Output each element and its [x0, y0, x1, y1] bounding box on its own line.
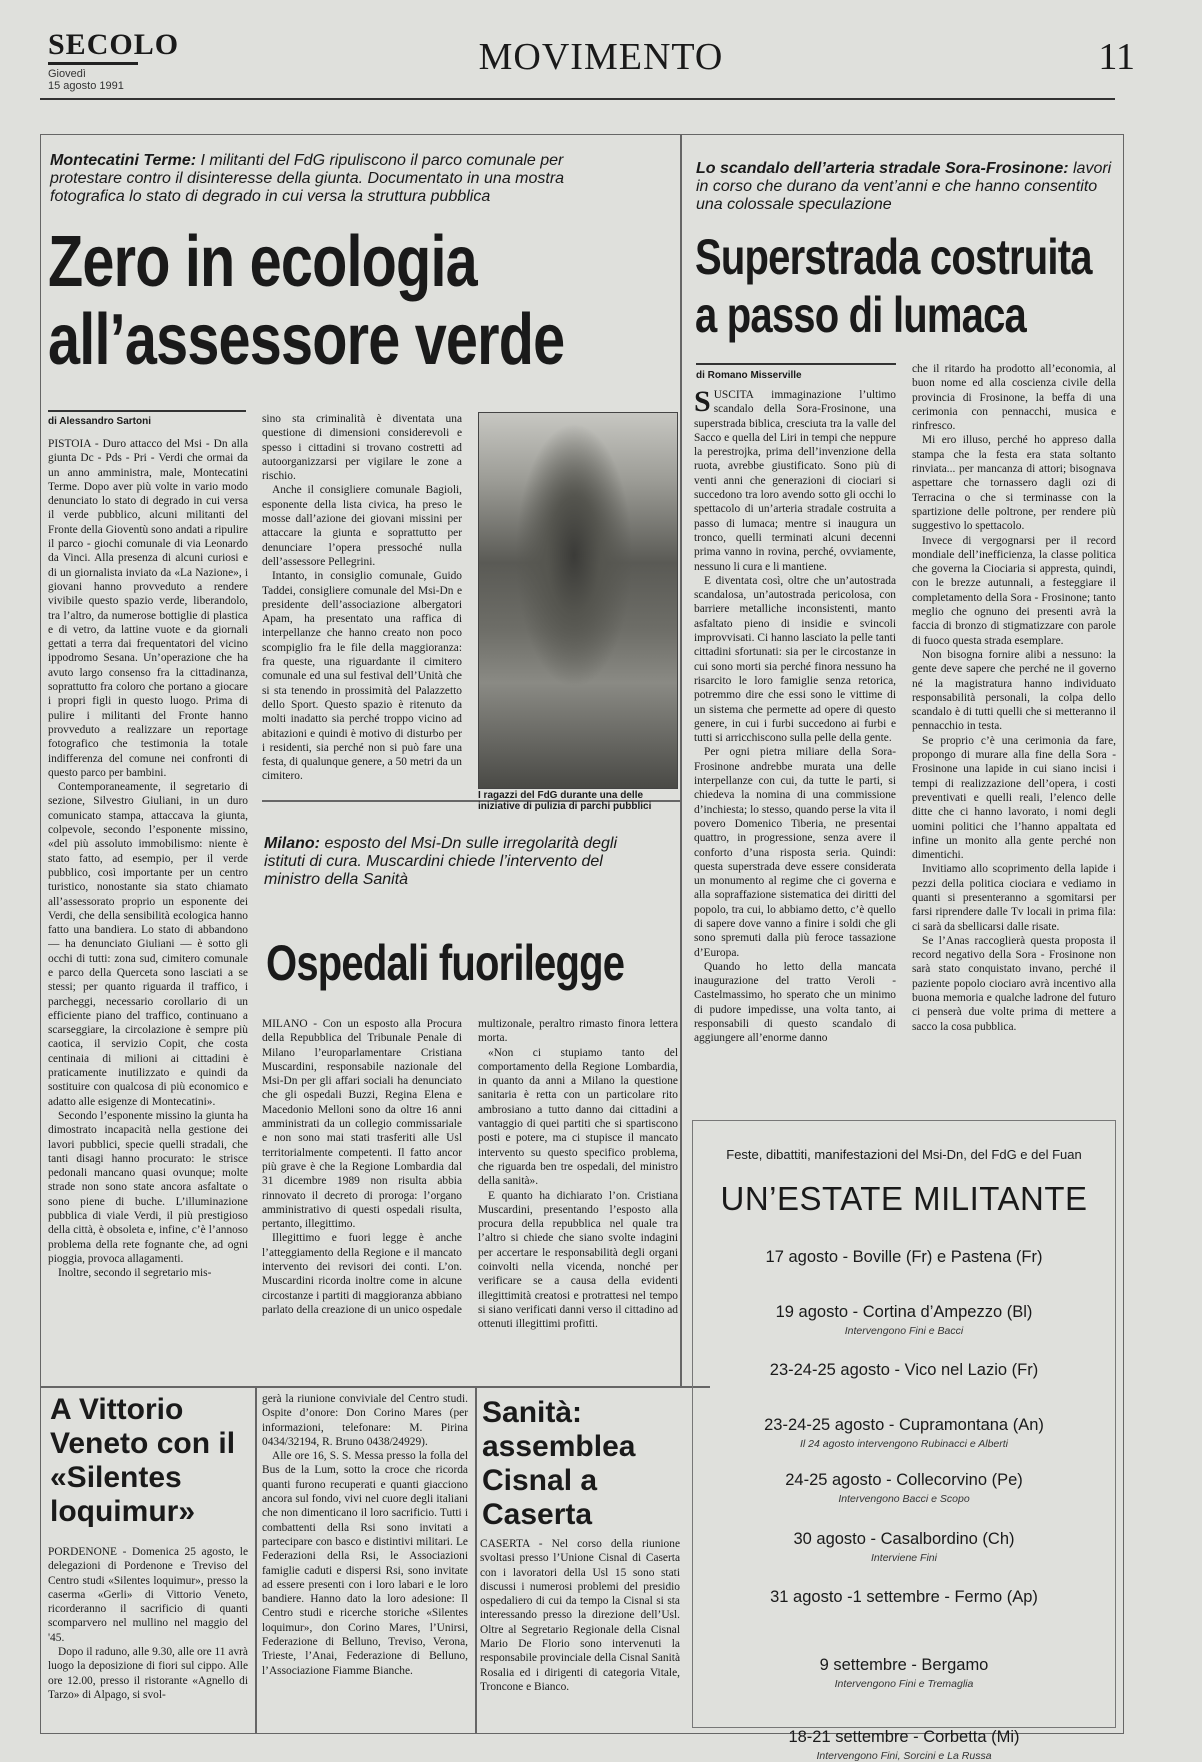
silentes-headline: A Vittorio Veneto con il «Silentes loquimur» — [50, 1393, 236, 1528]
column-divider — [680, 134, 682, 1386]
calendar-event-date: 9 settembre - Bergamo — [819, 1656, 989, 1674]
calendar-event-date: 30 agosto - Casalbordino (Ch) — [793, 1530, 1015, 1548]
silentes-column-2 — [262, 1392, 468, 1730]
paragraph: Inoltre, secondo il segretario mis- — [58, 1267, 212, 1280]
paragraph-text: USCITA immaginazione l’ultimo scandalo della Sora-Frosinone, una superstrada biblica, cresciuta tra la valle del Sacco e quella del Liri in tempi che neppure la perestrojka, prima dell’invenzione della ruota, avrebbe giustificato. Sono più di venti anni che generazioni di ciociari si succedono tra loro avendo sotto gli occhi lo spettacolo di un’arteria stradale costruita a passo di lumaca; mentre si inaugura un tronco, quelli terminati alcuni decenni prima vanno in rovina, perché, ovviamente, nessuno li cura e li mantiene. — [694, 389, 896, 573]
paragraph: che il ritardo ha prodotto all’economia, al buon nome ed alla coscienza civile della provincia di Frosinone, la beffa di una cerimonia con pennacchi, musica e rinfresco. — [912, 363, 1116, 433]
paragraph: «Non ci stupiamo tanto del comportamento della Regione Lombardia, in quanto da anni a Milano la questione sanitaria è retta con un particolare rito ambrosiano a tutto danno dai cittadini a vantaggio di quei partiti che si spartiscono posti e potere, ma ci stupisce il mancato intervento su questo specifico problema, che riguarda ben tre ospedali, del ministro della sanità». — [478, 1046, 678, 1188]
section-title: MOVIMENTO — [478, 36, 724, 78]
newspaper-logo: SECOLO — [48, 28, 180, 61]
superstrada-byline: di Romano Misserville — [696, 370, 802, 381]
cisnal-headline: Sanità: assemblea Cisnal a Caserta — [482, 1396, 636, 1531]
paragraph: Se proprio c’è una cerimonia da fare, propongo di murare alla fine della Sora - Frosinone una lapide in cui siano incisi i tempi di realizzazione dell’opera, i costi preventivati e quelli reali, l’elenco delle ditte che ci hanno lavorato, i nomi degli uomini politici che l’hanno appaltata ed infine un monito alla gente perché non dimentichi. — [912, 734, 1116, 862]
issue-date: 15 agosto 1991 — [48, 80, 124, 92]
calendar-header: Feste, dibattiti, manifestazioni del Msi-Dn, del FdG e del Fuan — [726, 1147, 1082, 1162]
paragraph: Illegittimo e fuori legge è anche l’atteggiamento della Regione e il mancato intervento dei revisori dei conti. L’on. Muscardini ricorda inoltre come in alcune circostanze i partiti di maggioranza abbiano parlato della creazione di un unico ospedale — [262, 1232, 462, 1316]
paragraph: Per ogni pietra miliare della Sora-Frosinone andrebbe murata una delle interpellanze con cui, da tutte le parti, si chiedeva la nomina di una commissione d’inchiesta; lo stesso, quando perse la vita il povero Domenico Tiberia, ne presentai quattro, in progressione, senza avere il conforto d’una risposta seria. Quindi: questa superstrada deve essere considerata un monumento al regime che ci governa e alla sopraffazione sistematica dei diritti del popolo, tra cui, lo abbiamo detto, c’è quello di sapere dove vanno a finire i soldi che gli sono spremuti dalla più feroce tassazione d’Europa. — [694, 746, 896, 959]
superstrada-kicker-place: Lo scandalo dell’arteria stradale Sora-Frosinone: — [696, 160, 1069, 177]
calendar-event-note: Intervengono Fini e Bacci — [844, 1325, 964, 1337]
paragraph: Alle ore 16, S. S. Messa presso la folla del Bus de la Lum, sotto la croce che ricorda quanti furono recuperati e quanti giacciono ancora sul fondo, vivi nel cuore degli italiani che non dimenticano il loro sacrificio. Tutti i combattenti della Rsi sono invitati a partecipare con basco e distintivi militari. Le Federazioni della Rsi, le Associazioni famiglie caduti e dispersi Rsi, sono invitate ad essere presenti con i loro labari e le loro bandiere. Hanno dato la loro adesione: Il Centro studi e ricerche storiche «Silentes loquimur», don Corino Mares, l’Unirsi, Federazione di Belluno, Treviso, Verona, Trieste, l’Anai, Federazione di Belluno, l’Associazione Fiamme Bianche. — [262, 1450, 468, 1677]
paragraph — [694, 388, 896, 574]
calendar-event-note: Interviene Fini — [871, 1552, 937, 1564]
paragraph: Anche il consigliere comunale Bagioli, esponente della lista civica, ha preso le mosse dall’azione dei giovani missini per attaccare la giunta e soprattutto per denunciare l’opera pressoché nulla dell’assessore Pellegrini. — [262, 484, 462, 568]
paragraph: Dopo il raduno, alle 9.30, alle ore 11 avrà luogo la deposizione di fiori sul cippo. Alle ore 12.00, presso il ristorante «Agnello di Tarzo» di Alpago, si svol- — [48, 1646, 248, 1701]
ospedali-kicker — [264, 835, 644, 889]
paragraph: multizonale, peraltro rimasto finora lettera morta. — [478, 1018, 678, 1045]
lower-divider — [40, 1386, 710, 1388]
drop-cap: S — [694, 388, 711, 418]
ecologia-column-2 — [262, 412, 462, 787]
cisnal-column — [480, 1537, 680, 1730]
superstrada-column-2 — [912, 362, 1116, 1113]
paragraph: Invece di vergognarsi per il record mondiale dell’inefficienza, la classe politica che governa la Ciociaria si appresta, quindi, con le brezze autunnali, a festeggiare il completamento della Sora - Frosinone; tanto meglio che ognuno dei presenti avrà la faccia di bronzo di stigmatizzare con parole di fuoco questa strada esemplare. — [912, 534, 1116, 647]
calendar-event-note: Intervengono Bacci e Scopo — [838, 1493, 970, 1505]
paragraph: Secondo l’esponente missino la giunta ha dimostrato incapacità nella gestione dei lavori pubblici, specie quelli stradali, che tanti disagi hanno procurato: le strisce pedonali mancano quasi ovunque; molte strade non sono state ancora asfaltate o sono piene di buche. L’illuminazione pubblica di viale Verdi, il più prestigioso della città, è obsoleta e, infine, c’è l’annoso problema della rete fognante che, ad ogni pioggia, provoca allagamenti. — [48, 1109, 248, 1265]
paragraph: Non bisogna fornire alibi a nessuno: la gente deve sapere che perché ne il governo né la magistratura hanno individuato responsabilità personali, la colpa dello scandalo è di tutti quelli che si metteranno il pennacchio in testa. — [912, 648, 1116, 733]
paragraph: Mi ero illuso, perché ho appreso dalla stampa che la festa era stata soltanto rinviata... per mancanza di attori; bisognava aspettare che tornassero dagli ozi di Terracina o che si terminasse con la spartizione delle poltrone, per rendere più suggestivo lo spettacolo. — [912, 434, 1116, 533]
ospedali-column-2 — [478, 1017, 678, 1382]
ospedali-kicker-text: esposto del Msi-Dn sulle irregolarità degli istituti di cura. Muscardini chiede l’intervento del ministro della Sanità — [264, 835, 618, 888]
paragraph: PISTOIA - Duro attacco del Msi - Dn alla giunta Dc - Pds - Pri - Verdi che ormai da un anno amministra, male, Montecatini Terme. Dopo aver più volte in vario modo denunciato lo stato di degrado in cui versa il verde pubblico, alcuni militanti del Fronte della Gioventù sono andati a ripulire il parco - giochi comunale di via Leonardo da Vinci. Alla presenza di alcuni curiosi e di un giornalista inviato da «La Nazione», i giovani hanno provveduto a rendere vivibile questo spazio verde, liberandolo, tra l’altro, da numerose bottiglie di plastica e di vetro, da lattine vuote e da giornali gettati a terra dai frequentatori del vicino ippodromo Sesana. Un’operazione che ha avuto largo consenso fra la cittadinanza, soprattutto fra coloro che portano a giocare i propri figli in questo luogo. Prima di pulire i militanti del Fronte hanno provveduto a realizzare un reportage fotografico che testimonia la totale indifferenza del comune nei confronti di questo parco per bambini. — [48, 438, 248, 779]
ospedali-kicker-place: Milano: — [264, 835, 320, 852]
calendar-title: UN’ESTATE MILITANTE — [720, 1180, 1088, 1217]
ecologia-kicker-place: Montecatini Terme: — [50, 152, 197, 169]
paragraph: E diventata così, oltre che un’autostrada scandalosa, un’autostrada pericolosa, con barriere metalliche inconsistenti, manto asfaltato pieno di insidie e svincoli improvvisati. Ci hanno lasciato la pelle tanti cittadini sfortunati: sia per le circostanze in cui sono morti sia perché finora nessuno ha risarcito le loro famiglie senza retorica, potremmo dire che essi sono le vittime di un sistema che permette ad opere di questo genere, in cui i furbi succedono ai furbi e tutti si arricchiscono sulla pelle della gente. — [694, 574, 896, 745]
calendar-event-note: Intervengono Fini, Sorcini e La Russa — [816, 1750, 992, 1762]
ecologia-byline: di Alessandro Sartoni — [48, 416, 151, 427]
lower-divider-2 — [475, 1386, 477, 1734]
calendar-event-date: 23-24-25 agosto - Cupramontana (An) — [764, 1416, 1044, 1434]
calendar-event-note: Intervengono Fini e Tremaglia — [834, 1678, 974, 1690]
superstrada-column-1 — [694, 388, 896, 1113]
ecologia-kicker — [50, 152, 610, 206]
page-number: 11 — [1098, 36, 1135, 78]
weekday: Giovedì — [48, 68, 86, 80]
calendar-event-note: Il 24 agosto intervengono Rubinacci e Alberti — [800, 1438, 1008, 1450]
paragraph: gerà la riunione conviviale del Centro studi. Ospite d’onore: Don Corino Mares (per informazioni, telefonare: M. Pirina 0434/32194, R. Bruno 0438/24929). — [262, 1393, 468, 1448]
paragraph: Contemporaneamente, il segretario di sezione, Silvestro Giuliani, in un duro comunicato stampa, attaccava la giunta, colpevole, secondo l’esponente missino, «del più assoluto immobilismo: niente è stato fatto, ad esempio, per il verde pubblico, così importante per un centro turistico, nonostante sia stato chiamato all’assessorato proprio un esponente dei Verdi, che della sensibilità ecologica hanno fatto una bandiera. Lo stato di abbandono — ha denunciato Giuliani — è sotto gli occhi di tutti: zona sud, cimitero comunale e parco della Querceta sono lasciati a se stessi; per quanto riguarda il traffico, i parcheggi, necessario corollario di un efficiente piano del traffico, continuano a scarseggiare, la circolazione è sempre più caotica, il servizio Copit, che costa centinaia di milioni ai cittadini è praticamente inutilizzato e quindi da sostituire con qualcosa di più economico e adatto alle esigenze di Montecatini». — [48, 781, 248, 1108]
superstrada-kicker-text: lavori in corso che durano da vent’anni e che hanno consentito una colossale speculazione — [696, 160, 1112, 213]
park-cleanup-photo — [478, 412, 678, 789]
paragraph: PORDENONE - Domenica 25 agosto, le delegazioni di Pordenone e Treviso del Centro studi «Silentes loquimur», presso la caserma «Gerli» di Vittorio Veneto, ricorderanno il sacrificio di quanti scomparvero nel mullino nel maggio del '45. — [48, 1546, 248, 1644]
photo-caption: I ragazzi del FdG durante una delle iniziative di pulizia di parchi pubblici — [478, 790, 652, 812]
paragraph: Intanto, in consiglio comunale, Guido Taddei, consigliere comunale del Msi-Dn e presidente dell’associazione albergatori Apam, ha presentato una raffica di interpellanze che hanno creato non poco scompiglio fra le file della maggioranza: fra queste, una riguardante il cimitero comunale ed una sul festival dell’Unità che si sta tenendo in prossimità del Palazzetto dello Sport. Questo spazio è ritenuto da molti inadatto sia perché troppo vicino ad abitazioni e quindi è motivo di disturbo per i residenti, sia perché non si può fare una festa, di qualunque genere, a 50 metri da un cimitero. — [262, 570, 462, 783]
paragraph: CASERTA - Nel corso della riunione svoltasi presso l’Unione Cisnal di Caserta con i lavoratori della Usl 15 sono stati discussi i numerosi problemi del presidio ospedaliero di cui da tempo la Cisnal si sta interessando presso la direzione dell’Usl. Oltre al Segretario Regionale della Cisnal Mario De Florio sono intervenuti la responsabile provinciale della Cisnal Sanità Rosalia ed i dirigenti di categoria Vitale, Troncone e Bianco. — [480, 1538, 680, 1693]
paragraph: E quanto ha dichiarato l’on. Cristiana Muscardini, presentando l’esposto alla procura della repubblica nel quale tra l’altro si chiede che siano svolte indagini per accertare le responsabilità degli organi coinvolti nella vicenda, nonché per verificare se a causa della evidenti illegittimità creatosi e protrattesi nel tempo si siano verificati danni verso il cittadino ad ottenuti illegittimi profitti. — [478, 1189, 678, 1331]
superstrada-headline-line2: a passo di lumaca — [695, 287, 1026, 343]
ecologia-headline-line2: all’assessore verde — [48, 300, 565, 380]
ospedali-column-1 — [262, 1017, 462, 1382]
calendar-event-date: 17 agosto - Boville (Fr) e Pastena (Fr) — [765, 1248, 1043, 1266]
paragraph: Invitiamo allo scoprimento della lapide i pezzi della politica ciociara e vediamo in quanti si presenteranno a sgomitarsi per farsi riprendere dalle Tv locali in prima fila: ci sarà da sbellicarsi dalle risate. — [912, 863, 1116, 933]
calendar-event-date: 18-21 settembre - Corbetta (Mi) — [788, 1728, 1020, 1746]
paragraph: sino sta criminalità è diventata una questione di dimensioni considerevoli e spesso i cittadini si trovano costretti ad autoorganizzarsi per vigilare le zone a rischio. — [262, 413, 462, 483]
masthead-rule — [40, 98, 1115, 100]
superstrada-headline-line1: Superstrada costruita — [695, 229, 1092, 285]
paragraph: MILANO - Con un esposto alla Procura della Repubblica del Tribunale Penale di Milano l’europarlamentare Cristiana Muscardini, responsabile nazionale del Msi-Dn per gli affari sociali ha denunciato che gli ospedali Buzzi, Regina Elena e Macedonio Melloni sono da oltre 16 anni amministrati da un collegio commissariale e non sono mai stati trasferiti alle Usl territorialmente competenti. Il fatto ancor più grave è che la Regione Lombardia dal 31 dicembre 1989 non risulta abbia rinnovato il decreto di proroga: l’organo amministrativo di questi ospedali risulta, pertanto, illegittimo. — [262, 1018, 462, 1231]
ecologia-headline-line1: Zero in ecologia — [48, 222, 477, 302]
silentes-column-1 — [48, 1545, 248, 1730]
byline-rule — [696, 363, 896, 365]
calendar-event-date: 24-25 agosto - Collecorvino (Pe) — [785, 1471, 1023, 1489]
ecologia-column-1 — [48, 437, 248, 1382]
lower-divider-1 — [255, 1386, 257, 1734]
ecologia-kicker-text: I militanti del FdG ripuliscono il parco comunale per protestare contro il disinteresse della giunta. Documentato in una mostra fotografica lo stato di degrado in cui versa la struttura pubblica — [50, 152, 565, 205]
calendar-event-date: 23-24-25 agosto - Vico nel Lazio (Fr) — [769, 1361, 1039, 1379]
paragraph: Se l’Anas raccoglierà questa proposta il record negativo della Sora - Frosinone non sarà stato conquistato invano, perché il paziente popolo ciociaro avrà incentivo alla buona memoria e qualche ladrone del futuro ci penserà due volte prima di mettere a sacco la cosa pubblica. — [912, 934, 1116, 1033]
superstrada-kicker — [696, 160, 1116, 214]
ospedali-headline: Ospedali fuorilegge — [266, 935, 625, 991]
byline-rule — [48, 410, 246, 412]
paragraph: Quando ho letto della mancata inaugurazione del tratto Veroli - Castelmassimo, ho sperato che un minimo di pudore impedisse, una volta tanto, ai responsabili di questo scandalo di aggiungere all’enorme danno — [694, 960, 896, 1045]
calendar-event-date: 31 agosto -1 settembre - Fermo (Ap) — [770, 1588, 1038, 1606]
calendar-event-date: 19 agosto - Cortina d’Ampezzo (Bl) — [775, 1303, 1033, 1321]
